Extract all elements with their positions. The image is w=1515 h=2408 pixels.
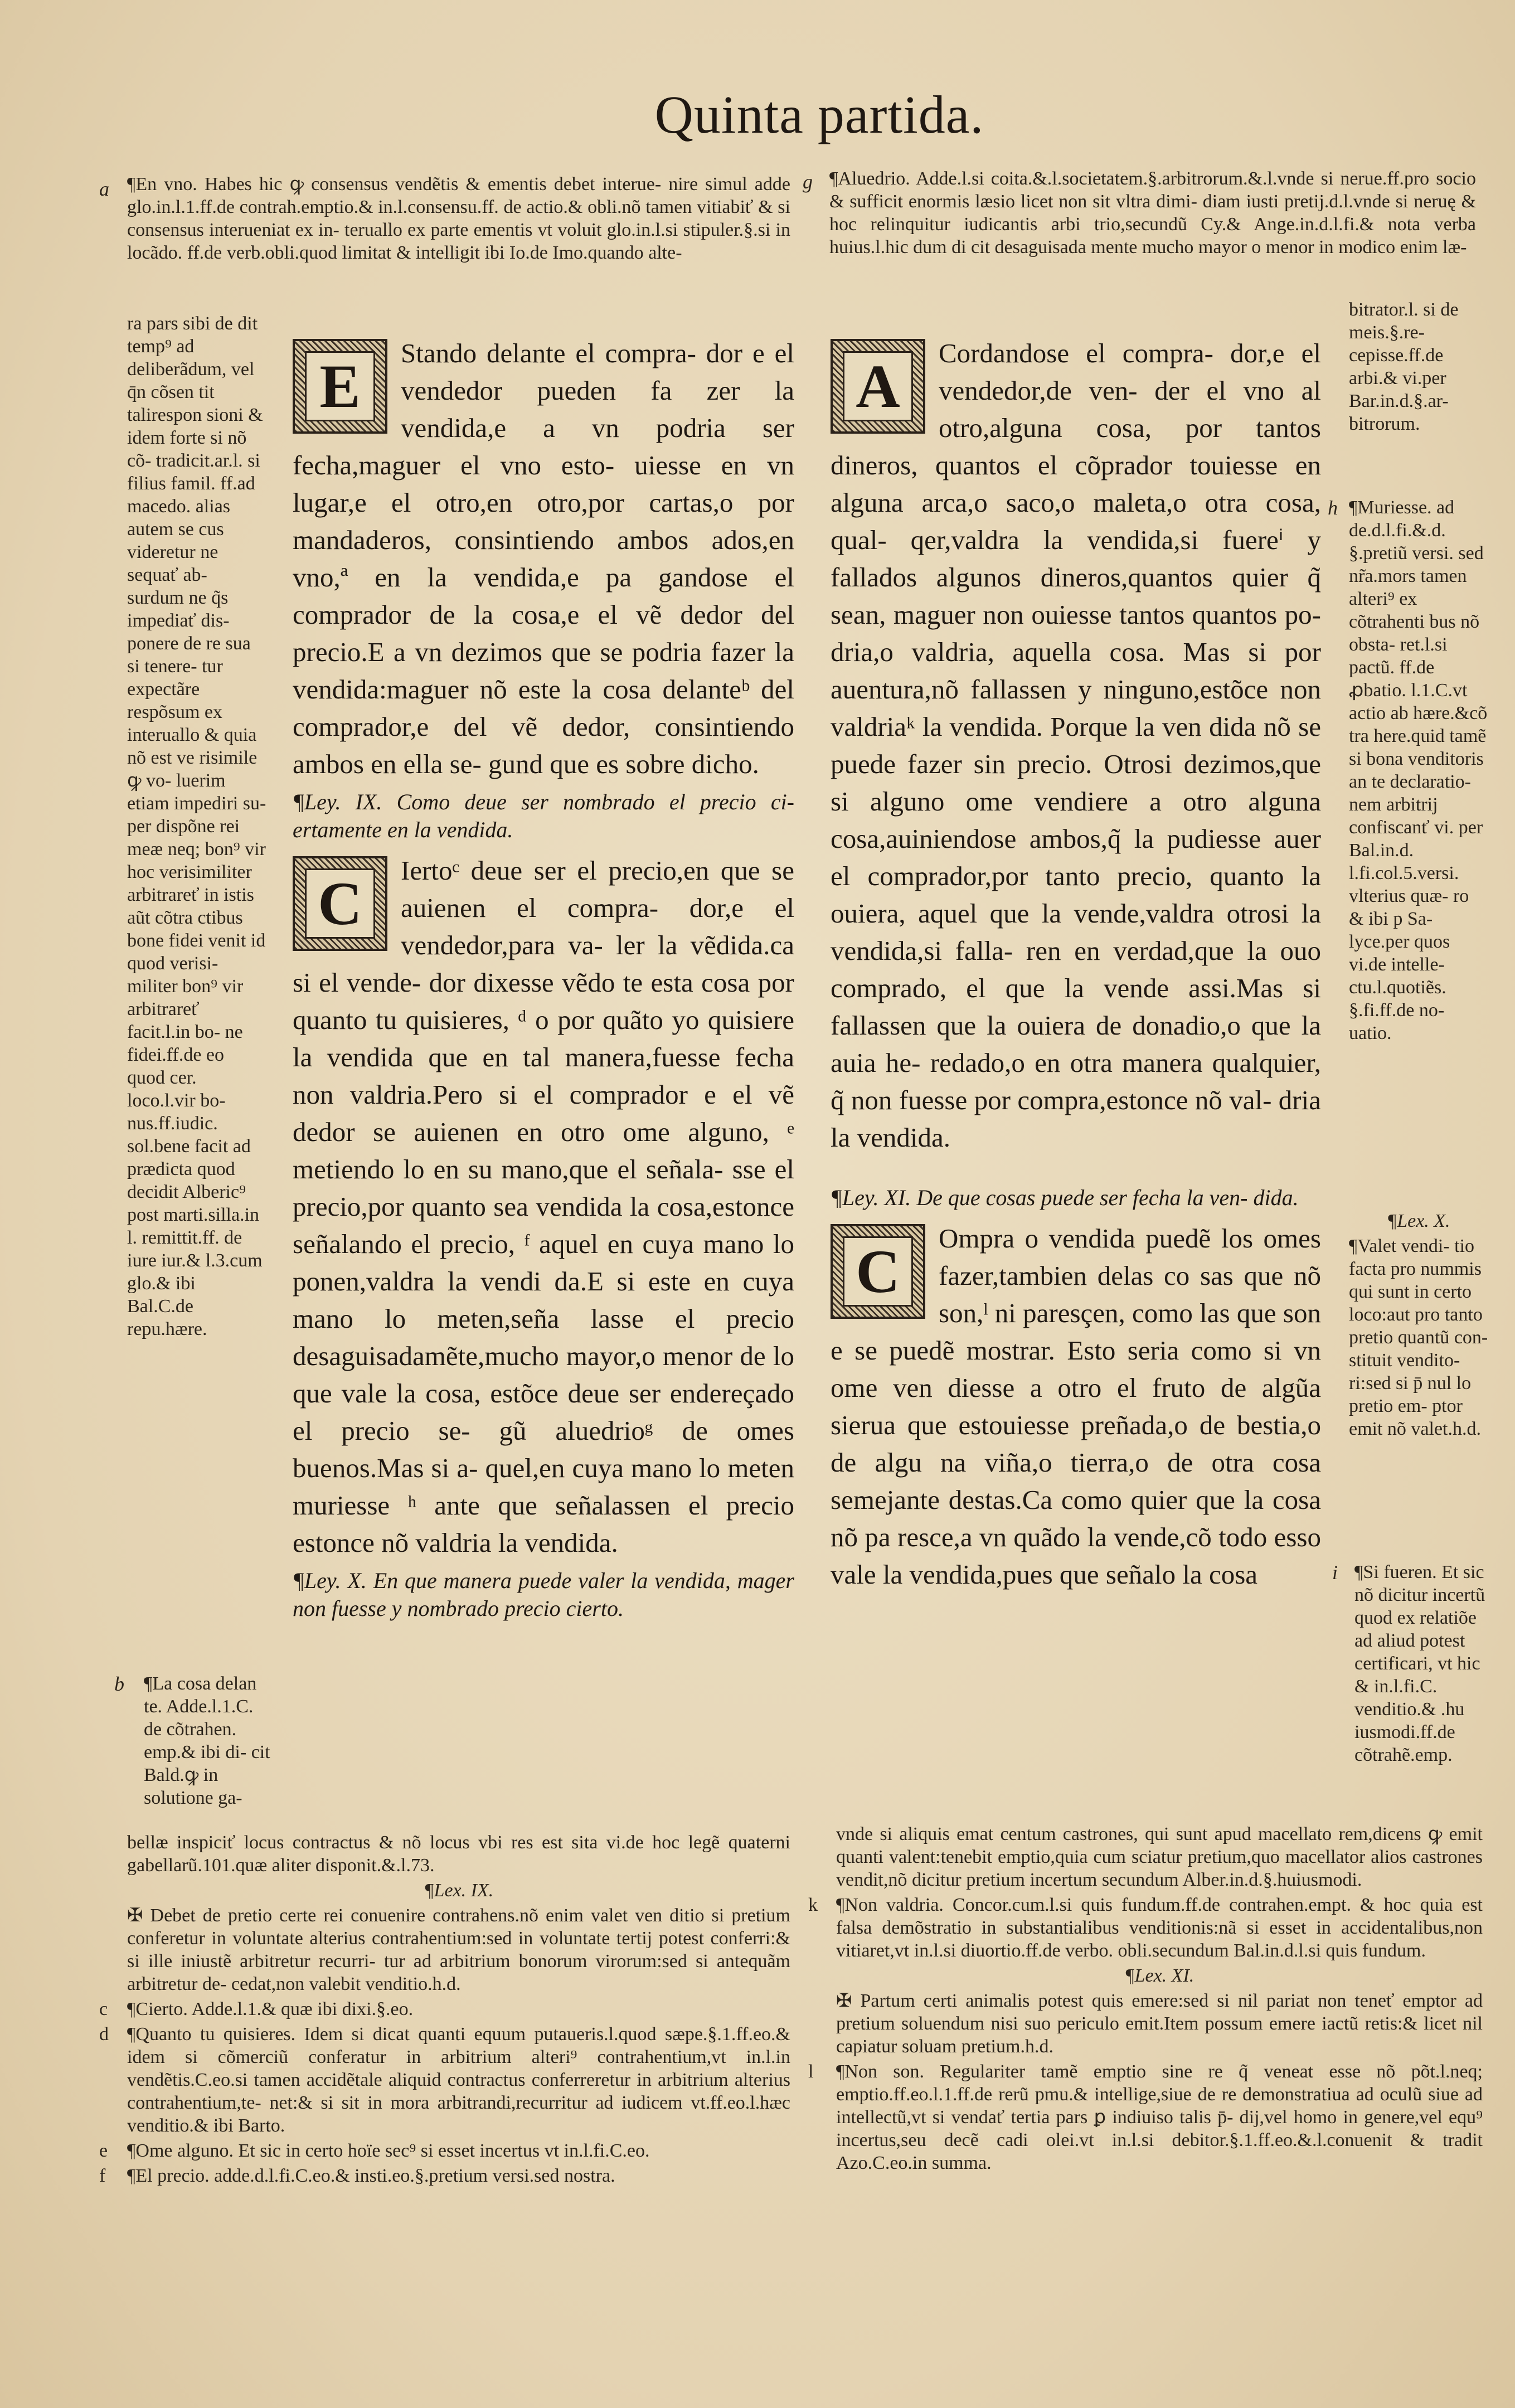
gloss-letter-g: g xyxy=(803,171,813,193)
bottom-gloss-left xyxy=(99,1831,790,2189)
decorated-initial: A xyxy=(831,339,925,434)
gloss-e: e ¶Ome alguno. Et sic in certo hoïe sec⁹ si esset incertus vt in.l.fi.C.eo. xyxy=(99,2140,650,2161)
lex-xi-label: ¶Lex. XI. xyxy=(1124,1965,1194,1986)
gloss-paragraph: ✠ Debet de pretio certe rei conuenire contrahens.nõ enim valet ven ditio si pretium conferetur in voluntate alterius contrahentium:sed in voluntate tertij potest conferri:& si ille iniustẽ arbitretur recurri- tur ad arbitrium bonorum virorum:sed si antequãm arbitretur de- cedat,non valebit venditio.h.d. xyxy=(127,1905,790,1994)
decorated-initial: C xyxy=(831,1224,925,1319)
main-column-left xyxy=(293,334,794,1630)
left-margin-gloss: ra pars sibi de dit temp⁹ ad deliberãdum, vel q̄n cõsen tit talirespon sioni & idem forte si nõ cõ- tradicit.ar.l. si filius famil. ff.ad macedo. alias autem se cus videretur ne sequať ab- surdum ne q̃s impediať dis- ponere de re sua si tenere- tur expectãre respõsum ex interuallo & quia nõ est ve risimile ꝙ vo- luerim etiam impediri su- per dispõne rei meæ neq; bon⁹ vir hoc verisimiliter arbitrareť in istis aũt cõtra ctibus bone fidei venit id quod verisi- militer bon⁹ vir arbitrareť facit.l.in bo- ne fidei.ff.de eo quod cer. loco.l.vir bo- nus.ff.iudic. sol.bene facit ad prædicta quod decidit Alberic⁹ post marti.silla.in l. remittit.ff. de iure iur.& l.3.cum glo.& ibi Bal.C.de repu.hære. xyxy=(127,313,266,1339)
top-gloss-right: ¶Aluedrio. Adde.l.si coita.&.l.societatem.§.arbitrorum.&.l.vnde si nerue.ff.pro socio & sufficit enormis læsio licet non sit vltra dimi- diam iusti pretij.d.l.vnde si neruę & hoc relinquitur iudicantis arbi trio,secundũ Cy.& Ange.in.d.l.fi.& nota verba huius.l.hic dum di cit desaguisada mente mucho mayor o menor in modico enim læ- xyxy=(829,168,1476,258)
right-margin-gloss-h: ¶Muriesse. ad de.d.l.fi.&.d. §.pretiũ versi. sed nr̃a.mors tamen alteri⁹ ex cõtrahenti bus nõ obsta- ret.l.si pactũ. ff.de ꝓbatio. l.1.C.vt actio ab hære.&cõ tra here.quid tamẽ si bona venditoris an te declaratio- nem arbitrij confiscanť vi. per Bal.in.d. l.fi.col.5.versi. vlterius quæ- ro & ibi p Sa- lyce.per quos vi.de intelle- ctu.l.quotiẽs. §.fi.ff.de no- uatio. xyxy=(1349,497,1488,1043)
ley-ix-heading: ¶Ley. IX. Como deue ser nombrado el precio ci- ertamente en la vendida. xyxy=(293,789,794,842)
top-gloss-left: ¶En vno. Habes hic ꝙ consensus vendẽtis & ementis debet interue- nire simul adde glo.in.l.1.ff.de contrah.emptio.& in.l.consensu.ff. de actio.& obli.nõ tamen vitiabiť & si consensus interueniat ex in- teruallo ex parte ementis vt voluit glo.in.l.si stipuler.§.si in locãdo. ff.de verb.obli.quod limitat & intelligit ibi Io.de Imo.quando alte- xyxy=(127,174,790,263)
gloss-d: d ¶Quanto tu quisieres. Idem si dicat quanti equum putaueris.l.quod sæpe.§.1.ff.eo.& idem si cõmerciũ conferatur in arbitrium alteri⁹ contrahentium,vt in.l.in vendẽtis.C.eo.si tamen accidẽtale aliquid contractus conferreretur in arbitrium alterius contrahentium,te- net:& si sit in mora arbitrandi,recurritur ad iudicem vt.ff.eo.l.hæc venditio.& ibi Barto. xyxy=(99,2024,790,2136)
lex-ix-label: ¶Lex. IX. xyxy=(424,1880,494,1901)
right-margin-lex-x: ¶Lex. X. xyxy=(1387,1211,1450,1231)
ley-xi-heading: ¶Ley. XI. De que cosas puede ser fecha la ven- dida. xyxy=(831,1185,1299,1210)
main-column-right xyxy=(831,334,1321,1593)
gloss-k: k ¶Non valdria. Concor.cum.l.si quis fundum.ff.de contrahen.empt. & hoc quia est falsa demõstratio in substantialibus venditionis:nã si esset in accidentalibus,non vitiaret,vt in.l.si diuortio.ff.de verbo. obli.secundum Bal.in.d.l.si quis fundum. xyxy=(808,1895,1483,1961)
ley-x-body: A Cordandose el compra- dor,e el vendedor,de ven- der el vno al otro,alguna cosa, por tantos dineros, quantos el cõprador touiesse en alguna arca,o saco,o maleta,o otra cosa, qual- qer,valdra la vendida,si fuereⁱ y fallados algunos dineros,quantos quier q̃ sean, maguer non ouiesse tantos quantos po- dria,o valdria, aquella cosa. Mas si por auentura,nõ fallassen y ninguno,estõce non valdriaᵏ la vendida. Porque la ven dida nõ se puede fazer sin precio. Otrosi dezimos,que si alguno ome vendiere a otro alguna cosa,auiniendose ambos,q̃ la pudiesse auer el comprador,por tanto precio, quanto la ouiera, aquel que la vende,valdra otrosi la vendida,si falla- ren en verdad,que la ouo comprado, el que la vende assi.Mas si fallassen que la ouiera de donadio,o que la auia he- redado,o en otra manera qualquier, q̃ non fuesse por compra,estonce nõ val- dria la vendida. xyxy=(831,338,1321,1153)
decorated-initial: C xyxy=(293,856,387,951)
right-margin-gloss-i: ¶Si fueren. Et sic nõ dicitur incertũ quod ex relatiõe ad aliud potest certificari, vt hic & in.l.fi.C. venditio.& .hu iusmodi.ff.de cõtrahẽ.emp. xyxy=(1354,1562,1485,1765)
gloss-l: l ¶Non son. Regulariter tamẽ emptio sine re q̃ veneat esse nõ põt.l.neq; emptio.ff.eo.l.1.ff.de rerũ pmu.& intellige,siue de re demonstratiua ad oculũ siue ad intellectũ,vt si vendať tertia pars ꝑ indiuiso talis p̄- dij,vel homo in genere,vel equ⁹ incertus,seu decẽ cadi olei.vt in.l.si debitor.§.1.ff.eo.&.l.conuenit & tradit Azo.C.eo.in summa. xyxy=(808,2061,1483,2173)
gloss-paragraph: bellæ inspiciť locus contractus & nõ locus vbi res est sita vi.de hoc legẽ quaterni gabellarũ.101.quæ aliter disponit.&.l.73. xyxy=(127,1832,790,1876)
ley-x-heading: ¶Ley. X. En que manera puede valer la vendida, mager non fuesse y nombrado precio cierto. xyxy=(293,1568,794,1621)
right-margin-gloss-x: ¶Valet vendi- tio facta pro nummis qui sunt in certo loco:aut pro tanto pretio quantũ con- stituit vendito- ri:sed si p̄ nul lo pretio em- ptor emit nõ valet.h.d. xyxy=(1349,1236,1488,1439)
gloss-f: f ¶El precio. adde.d.l.fi.C.eo.& insti.eo.§.pretium versi.sed nostra. xyxy=(99,2166,615,2186)
ley-xi-body: C Ompra o vendida puedẽ los omes fazer,tambien delas co sas que nõ son,ˡ ni paresçen, como las que son e se puedẽ mostrar. Esto seria como si vn ome ven diesse a otro el fruto de algũa sierua que estouiesse preñada,o de bestia,o de algu na viña,o tierra,o de otra cosa semejante destas.Ca como quier que la cosa nõ pa resce,a vn quãdo la vende,cõ todo esso vale la vendida,pues que señalo la cosa xyxy=(831,1223,1321,1590)
ley-ix-body: C Iertoᶜ deue ser el precio,en que se auienen el compra- dor,e el vendedor,para va- ler la vẽdida.ca si el vende- dor dixesse vẽdo te esta cosa por quanto tu quisieres, ᵈ o por quãto yo quisiere la vendida que en tal manera,fuesse fecha non valdria.Pero si el comprador e el vẽ dedor se auienen en otro ome alguno, ᵉ metiendo lo en su mano,que el señala- sse el precio,por quanto sea vendida la cosa,estonce señalando el precio, ᶠ aquel en cuya mano lo ponen,valdra la vendi da.E si este en cuya mano lo meten,seña lasse el precio desaguisadamẽte,mucho mayor,o menor de lo que vale la cosa, estõce deue ser endereçado el precio se- gũ aluedrioᵍ de omes buenos.Mas si a- quel,en cuya mano lo meten muriesse ʰ ante que señalassen el precio estonce nõ valdria la vendida. xyxy=(293,855,794,1558)
bottom-gloss-right xyxy=(808,1823,1483,2177)
gloss-letter-a: a xyxy=(99,178,109,200)
gloss-paragraph: vnde si aliquis emat centum castrones, qui sunt apud macellato rem,dicens ꝙ emit quanti valent:tenebit emptio,quia cum sciatur pretium,quo macellator alios castrones vendit,nõ dicitur pretium incertum secundum Alber.in.d.§.huiusmodi. xyxy=(836,1824,1483,1890)
gloss-letter-b: b xyxy=(114,1673,124,1695)
gloss-letter-i: i xyxy=(1332,1561,1338,1584)
gloss-paragraph: ✠ Partum certi animalis potest quis emere:sed si nil pariat non teneť emptor ad pretium soluendum nisi suo periculo emit.Item possum emere iactũ retis:& licet nil capiatur soluam pretium.h.d. xyxy=(836,1991,1483,2057)
decorated-initial: E xyxy=(293,339,387,434)
gloss-letter-h: h xyxy=(1328,497,1338,519)
ley-viii-body: E Stando delante el compra- dor e el vendedor pueden fa zer la vendida,e a vn podria ser fecha,maguer el vno esto- uiesse en vn lugar,e el otro,en otro,por cartas,o por mandaderos, consintiendo ambos ados,en vno,ª en la vendida,e pa gandose el comprador de la cosa,e el vẽ dedor del precio.E a vn dezimos que se podria fazer la vendida:maguer nõ este la cosa delanteᵇ del comprador,e del vẽ dedor, consintiendo ambos en ella se- gund que es sobre dicho. xyxy=(293,338,794,779)
running-head: Quinta partida. xyxy=(654,85,984,144)
right-margin-gloss: bitrator.l. si de meis.§.re- cepisse.ff.de arbi.& vi.per Bar.in.d.§.ar- bitrorum. xyxy=(1349,299,1459,434)
left-margin-gloss-b: ¶La cosa delan te. Adde.l.1.C. de cõtrahen. emp.& ibi di- cit Bald.ꝙ in solutione ga- xyxy=(144,1673,270,1808)
gloss-c: c ¶Cierto. Adde.l.1.& quæ ibi dixi.§.eo. xyxy=(99,1999,414,2019)
